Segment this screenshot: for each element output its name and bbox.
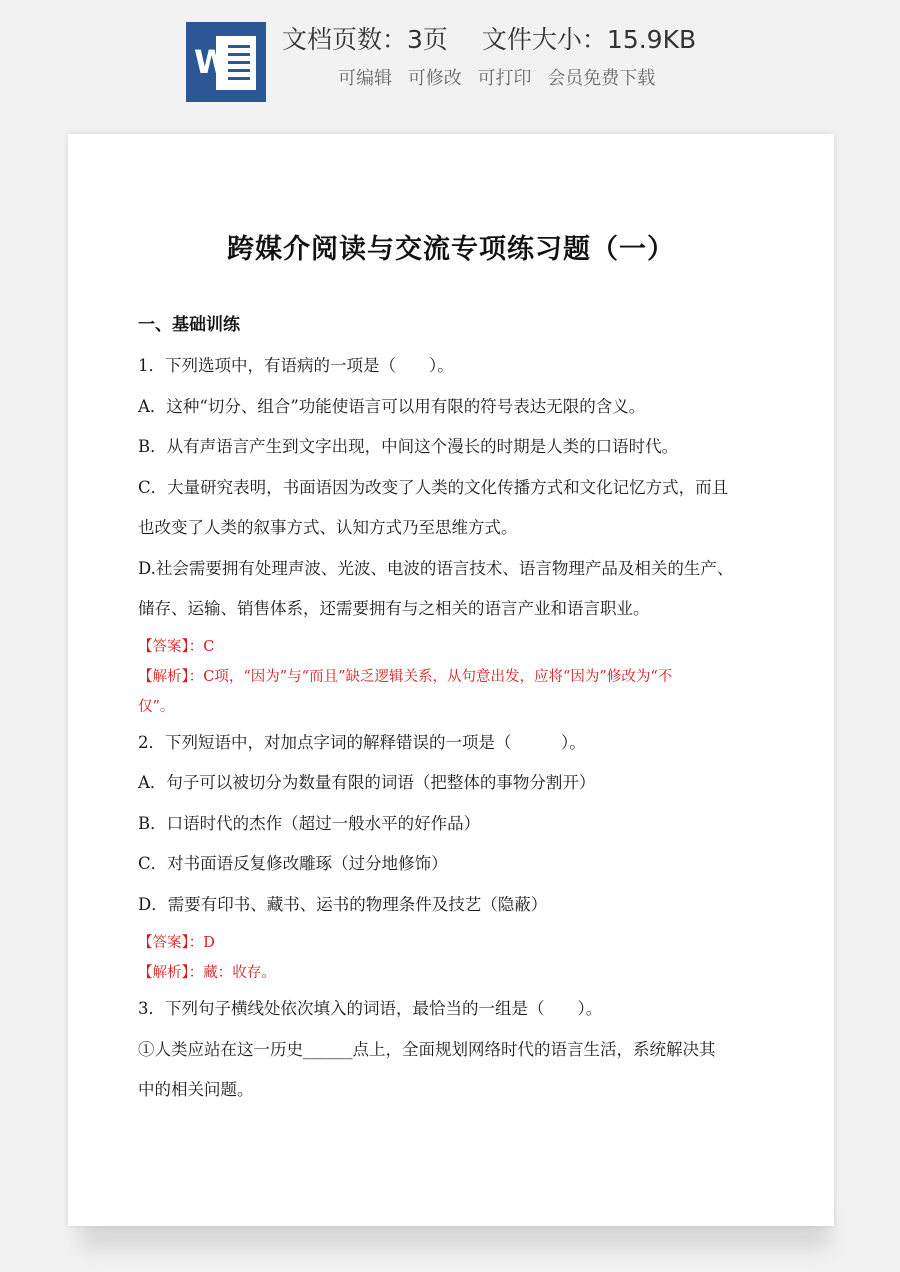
q2-option-b: B．口语时代的杰作（超过一般水平的好作品） (138, 814, 481, 833)
q2-option-a: A．句子可以被切分为数量有限的词语（把整体的事物分割开） (138, 773, 596, 792)
q1-analysis-line2: 仅”。 (138, 699, 175, 715)
q2-stem: 2．下列短语中，对加点字词的解释错误的一项是（ ）。 (138, 733, 586, 752)
feature-free-download: 会员免费下载 (547, 68, 656, 89)
feature-modifiable: 可修改 (407, 68, 462, 89)
q1-option-c-line2: 也改变了人类的叙事方式、认知方式乃至思维方式。 (138, 518, 518, 537)
q2-answer: 【答案】：D (138, 935, 215, 951)
q2-option-d: D．需要有印书、藏书、运书的物理条件及技艺（隐蔽） (138, 895, 548, 914)
word-letter: W (194, 43, 230, 81)
document-title: 跨媒介阅读与交流专项练习题（一） (227, 234, 675, 265)
page-count: 文档页数：3页 (282, 25, 448, 54)
q3-sentence1-line2: 中的相关问题。 (138, 1080, 254, 1099)
q1-option-a: A．这种“切分、组合”功能使语言可以用有限的符号表达无限的含义。 (138, 397, 646, 416)
q3-stem: 3．下列句子横线处依次填入的词语，最恰当的一组是（ ）。 (138, 999, 603, 1018)
q2-option-c: C．对书面语反复修改雕琢（过分地修饰） (138, 854, 448, 873)
q1-option-d-line1: D.社会需要拥有处理声波、光波、电波的语言技术、语言物理产品及相关的生产、 (138, 559, 734, 578)
feature-printable: 可打印 (477, 68, 532, 89)
feature-editable: 可编辑 (338, 68, 392, 89)
q1-option-c-line1: C．大量研究表明，书面语因为改变了人类的文化传播方式和文化记忆方式，而且 (138, 478, 729, 497)
document-page[interactable] (68, 134, 834, 1226)
q3-sentence1-line1: ①人类应站在这一历史______点上，全面规划网络时代的语言生活，系统解决其 (138, 1040, 716, 1059)
q1-analysis-line1: 【解析】：C项，“因为”与“而且”缺乏逻辑关系，从句意出发，应将“因为”修改为“不 (138, 669, 673, 685)
q1-option-b: B．从有声语言产生到文字出现，中间这个漫长的时期是人类的口语时代。 (138, 437, 679, 456)
file-size: 文件大小：15.9KB (481, 25, 697, 54)
document-meta (282, 20, 696, 60)
word-document-icon (186, 22, 266, 102)
q2-analysis: 【解析】：藏：收存。 (138, 965, 276, 981)
section-heading: 一、基础训练 (138, 315, 240, 335)
q1-stem: 1．下列选项中，有语病的一项是（ ）。 (138, 356, 454, 375)
feature-list (338, 64, 665, 94)
q1-answer: 【答案】：C (138, 639, 215, 655)
q1-option-d-line2: 储存、运输、销售体系，还需要拥有与之相关的语言产业和语言职业。 (138, 599, 650, 618)
